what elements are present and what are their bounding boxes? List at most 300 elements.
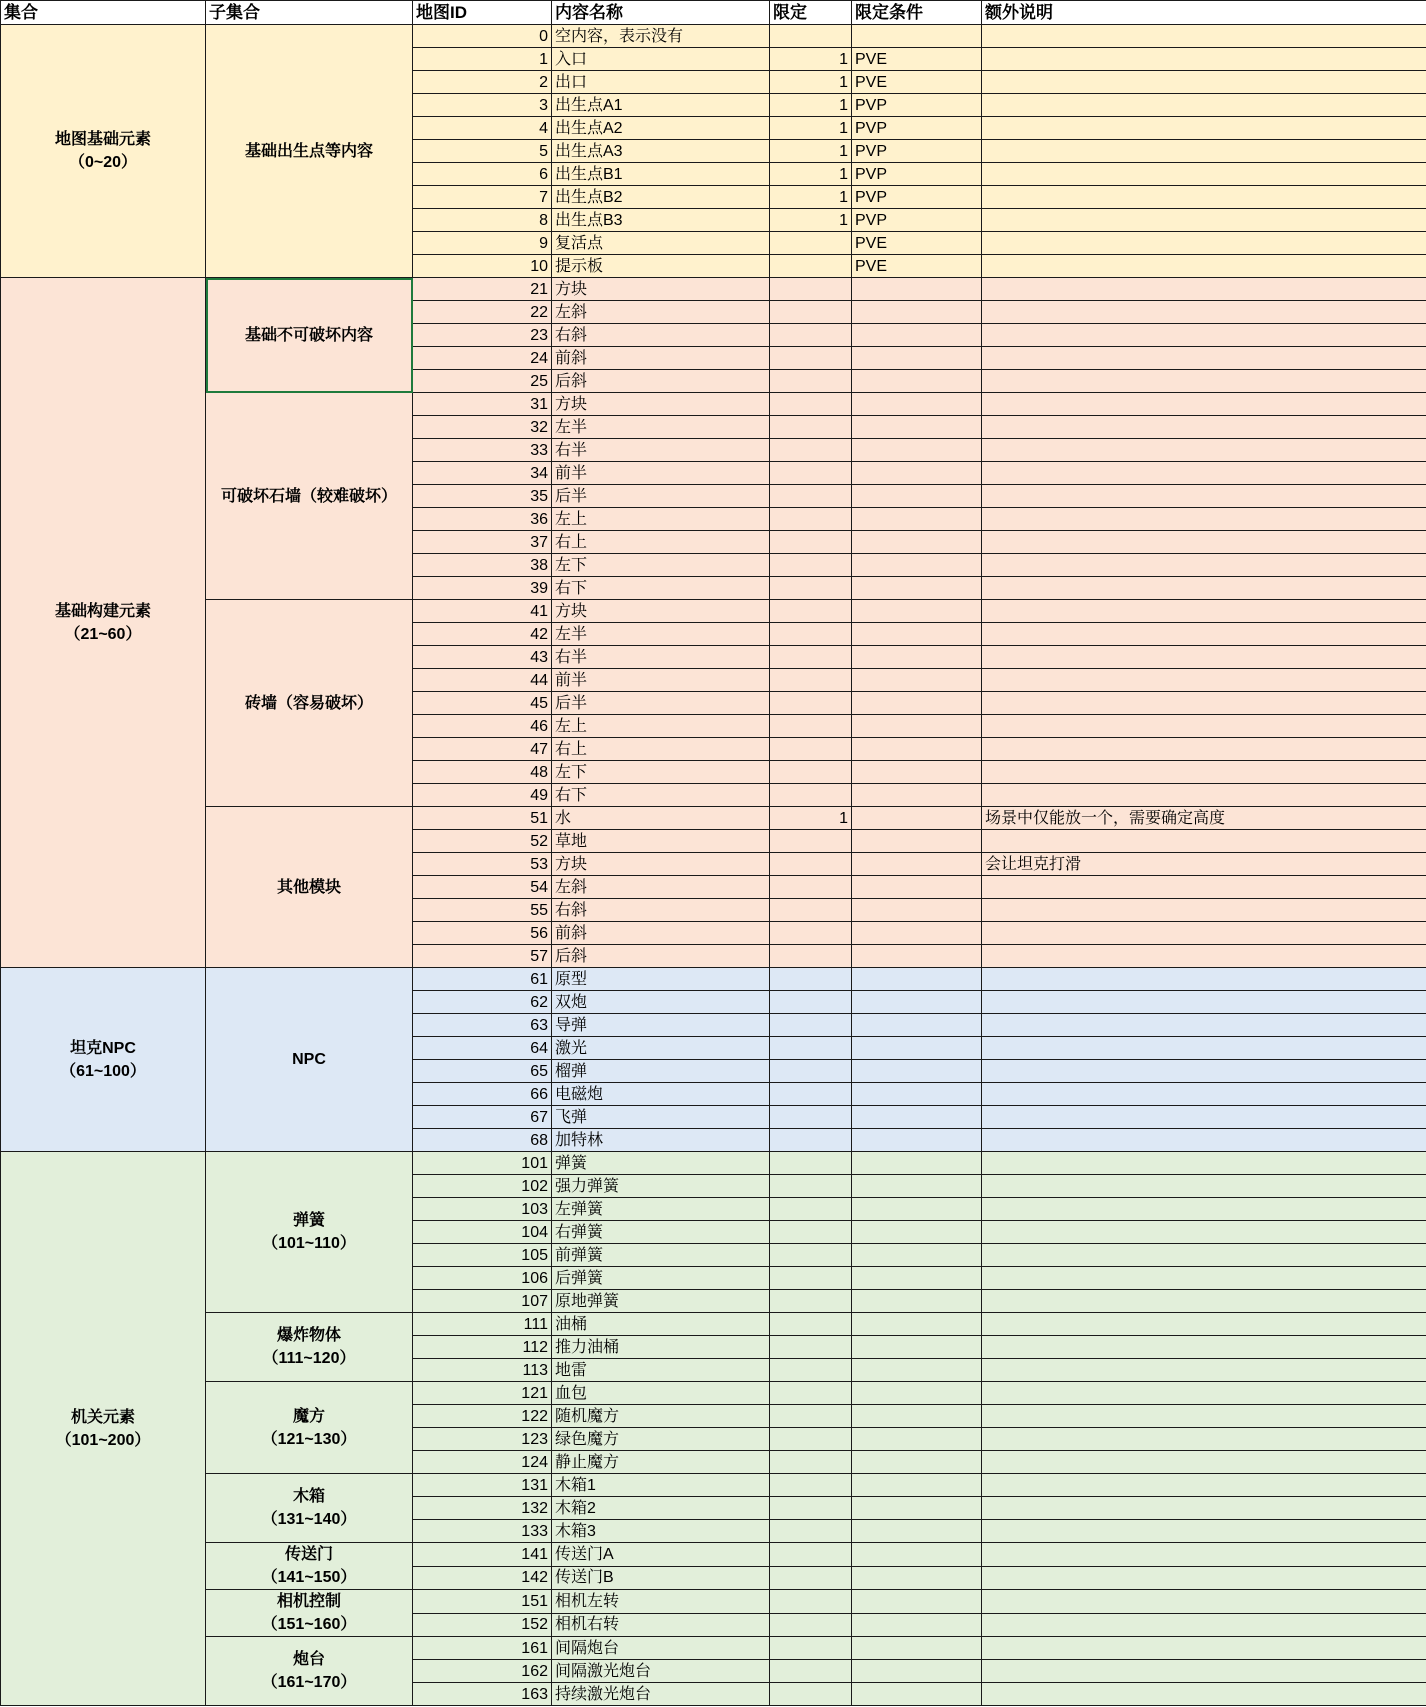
map-id-cell[interactable]: 42: [413, 623, 552, 646]
note-cell[interactable]: [982, 140, 1426, 163]
limit-cell[interactable]: [770, 1037, 852, 1060]
condition-cell[interactable]: [852, 1221, 982, 1244]
limit-cell[interactable]: [770, 1129, 852, 1152]
note-cell[interactable]: [982, 255, 1426, 278]
limit-cell[interactable]: [770, 738, 852, 761]
map-id-cell[interactable]: 56: [413, 922, 552, 945]
condition-cell[interactable]: [852, 1083, 982, 1106]
note-cell[interactable]: [982, 1566, 1426, 1590]
note-cell[interactable]: [982, 945, 1426, 968]
note-cell[interactable]: [982, 669, 1426, 692]
content-name-cell[interactable]: 持续激光炮台: [552, 1683, 770, 1706]
map-id-cell[interactable]: 44: [413, 669, 552, 692]
limit-cell[interactable]: [770, 577, 852, 600]
condition-cell[interactable]: [852, 1037, 982, 1060]
note-cell[interactable]: [982, 508, 1426, 531]
map-id-cell[interactable]: 131: [413, 1474, 552, 1497]
map-id-cell[interactable]: 3: [413, 94, 552, 117]
map-id-cell[interactable]: 104: [413, 1221, 552, 1244]
limit-cell[interactable]: [770, 784, 852, 807]
limit-cell[interactable]: [770, 922, 852, 945]
header-subset[interactable]: 子集合: [206, 1, 413, 25]
content-name-cell[interactable]: 出生点B3: [552, 209, 770, 232]
condition-cell[interactable]: [852, 968, 982, 991]
note-cell[interactable]: [982, 48, 1426, 71]
note-cell[interactable]: [982, 416, 1426, 439]
content-name-cell[interactable]: 间隔炮台: [552, 1637, 770, 1660]
content-name-cell[interactable]: 右下: [552, 577, 770, 600]
condition-cell[interactable]: [852, 692, 982, 715]
content-name-cell[interactable]: 前半: [552, 669, 770, 692]
condition-cell[interactable]: [852, 1683, 982, 1706]
map-id-cell[interactable]: 25: [413, 370, 552, 393]
content-name-cell[interactable]: 水: [552, 807, 770, 830]
map-id-cell[interactable]: 121: [413, 1382, 552, 1405]
condition-cell[interactable]: PVP: [852, 140, 982, 163]
limit-cell[interactable]: [770, 554, 852, 577]
note-cell[interactable]: [982, 439, 1426, 462]
note-cell[interactable]: [982, 485, 1426, 508]
note-cell[interactable]: [982, 1152, 1426, 1175]
group-cell[interactable]: 基础构建元素 （21~60）: [1, 278, 206, 968]
map-id-cell[interactable]: 123: [413, 1428, 552, 1451]
map-id-cell[interactable]: 37: [413, 531, 552, 554]
note-cell[interactable]: [982, 715, 1426, 738]
condition-cell[interactable]: PVE: [852, 232, 982, 255]
content-name-cell[interactable]: 入口: [552, 48, 770, 71]
condition-cell[interactable]: [852, 715, 982, 738]
map-id-cell[interactable]: 6: [413, 163, 552, 186]
limit-cell[interactable]: [770, 1198, 852, 1221]
content-name-cell[interactable]: 推力油桶: [552, 1336, 770, 1359]
note-cell[interactable]: [982, 554, 1426, 577]
subgroup-cell[interactable]: 传送门 （141~150）: [206, 1543, 413, 1590]
note-cell[interactable]: [982, 462, 1426, 485]
note-cell[interactable]: [982, 1106, 1426, 1129]
note-cell[interactable]: [982, 94, 1426, 117]
limit-cell[interactable]: 1: [770, 140, 852, 163]
condition-cell[interactable]: [852, 370, 982, 393]
limit-cell[interactable]: [770, 278, 852, 301]
condition-cell[interactable]: [852, 301, 982, 324]
limit-cell[interactable]: [770, 876, 852, 899]
map-id-cell[interactable]: 35: [413, 485, 552, 508]
content-name-cell[interactable]: 地雷: [552, 1359, 770, 1382]
note-cell[interactable]: [982, 738, 1426, 761]
condition-cell[interactable]: [852, 1290, 982, 1313]
content-name-cell[interactable]: 右斜: [552, 324, 770, 347]
limit-cell[interactable]: [770, 830, 852, 853]
limit-cell[interactable]: [770, 1313, 852, 1336]
map-id-cell[interactable]: 9: [413, 232, 552, 255]
note-cell[interactable]: [982, 830, 1426, 853]
condition-cell[interactable]: PVP: [852, 209, 982, 232]
note-cell[interactable]: [982, 1497, 1426, 1520]
note-cell[interactable]: [982, 1590, 1426, 1614]
limit-cell[interactable]: [770, 25, 852, 48]
map-id-cell[interactable]: 163: [413, 1683, 552, 1706]
condition-cell[interactable]: [852, 531, 982, 554]
map-id-cell[interactable]: 132: [413, 1497, 552, 1520]
limit-cell[interactable]: 1: [770, 186, 852, 209]
note-cell[interactable]: [982, 163, 1426, 186]
content-name-cell[interactable]: 绿色魔方: [552, 1428, 770, 1451]
condition-cell[interactable]: [852, 853, 982, 876]
content-name-cell[interactable]: 左半: [552, 623, 770, 646]
note-cell[interactable]: 会让坦克打滑: [982, 853, 1426, 876]
content-name-cell[interactable]: 左上: [552, 508, 770, 531]
limit-cell[interactable]: [770, 1474, 852, 1497]
note-cell[interactable]: [982, 1244, 1426, 1267]
note-cell[interactable]: [982, 1014, 1426, 1037]
condition-cell[interactable]: [852, 278, 982, 301]
limit-cell[interactable]: [770, 991, 852, 1014]
content-name-cell[interactable]: 出生点A1: [552, 94, 770, 117]
map-id-cell[interactable]: 133: [413, 1520, 552, 1543]
condition-cell[interactable]: [852, 991, 982, 1014]
note-cell[interactable]: [982, 761, 1426, 784]
map-id-cell[interactable]: 54: [413, 876, 552, 899]
content-name-cell[interactable]: 右半: [552, 439, 770, 462]
condition-cell[interactable]: [852, 1590, 982, 1614]
limit-cell[interactable]: 1: [770, 117, 852, 140]
condition-cell[interactable]: [852, 1267, 982, 1290]
map-id-cell[interactable]: 51: [413, 807, 552, 830]
content-name-cell[interactable]: 出生点B2: [552, 186, 770, 209]
content-name-cell[interactable]: 出生点B1: [552, 163, 770, 186]
limit-cell[interactable]: [770, 1221, 852, 1244]
note-cell[interactable]: [982, 1221, 1426, 1244]
condition-cell[interactable]: [852, 623, 982, 646]
map-id-cell[interactable]: 124: [413, 1451, 552, 1474]
map-id-cell[interactable]: 142: [413, 1566, 552, 1590]
map-id-cell[interactable]: 162: [413, 1660, 552, 1683]
note-cell[interactable]: [982, 991, 1426, 1014]
map-id-cell[interactable]: 61: [413, 968, 552, 991]
note-cell[interactable]: [982, 1683, 1426, 1706]
limit-cell[interactable]: [770, 1359, 852, 1382]
condition-cell[interactable]: PVE: [852, 48, 982, 71]
condition-cell[interactable]: [852, 393, 982, 416]
content-name-cell[interactable]: 右弹簧: [552, 1221, 770, 1244]
content-name-cell[interactable]: 导弹: [552, 1014, 770, 1037]
content-name-cell[interactable]: 飞弹: [552, 1106, 770, 1129]
map-id-cell[interactable]: 102: [413, 1175, 552, 1198]
note-cell[interactable]: [982, 393, 1426, 416]
content-name-cell[interactable]: 木箱3: [552, 1520, 770, 1543]
limit-cell[interactable]: [770, 1428, 852, 1451]
map-id-cell[interactable]: 161: [413, 1637, 552, 1660]
condition-cell[interactable]: [852, 485, 982, 508]
limit-cell[interactable]: [770, 1336, 852, 1359]
note-cell[interactable]: [982, 600, 1426, 623]
content-name-cell[interactable]: 左斜: [552, 301, 770, 324]
condition-cell[interactable]: PVP: [852, 163, 982, 186]
condition-cell[interactable]: [852, 577, 982, 600]
map-id-cell[interactable]: 0: [413, 25, 552, 48]
map-id-cell[interactable]: 107: [413, 1290, 552, 1313]
map-id-cell[interactable]: 47: [413, 738, 552, 761]
note-cell[interactable]: [982, 1267, 1426, 1290]
limit-cell[interactable]: [770, 485, 852, 508]
content-name-cell[interactable]: 方块: [552, 278, 770, 301]
map-id-cell[interactable]: 63: [413, 1014, 552, 1037]
content-name-cell[interactable]: 血包: [552, 1382, 770, 1405]
note-cell[interactable]: [982, 1129, 1426, 1152]
content-name-cell[interactable]: 前弹簧: [552, 1244, 770, 1267]
map-id-cell[interactable]: 141: [413, 1543, 552, 1567]
condition-cell[interactable]: [852, 1428, 982, 1451]
note-cell[interactable]: [982, 209, 1426, 232]
limit-cell[interactable]: [770, 968, 852, 991]
note-cell[interactable]: [982, 301, 1426, 324]
note-cell[interactable]: [982, 1637, 1426, 1660]
condition-cell[interactable]: [852, 1382, 982, 1405]
limit-cell[interactable]: [770, 1382, 852, 1405]
note-cell[interactable]: [982, 1083, 1426, 1106]
limit-cell[interactable]: [770, 531, 852, 554]
limit-cell[interactable]: [770, 324, 852, 347]
limit-cell[interactable]: [770, 1152, 852, 1175]
condition-cell[interactable]: [852, 1451, 982, 1474]
content-name-cell[interactable]: 右上: [552, 738, 770, 761]
note-cell[interactable]: [982, 1175, 1426, 1198]
note-cell[interactable]: [982, 1451, 1426, 1474]
limit-cell[interactable]: [770, 899, 852, 922]
map-id-cell[interactable]: 113: [413, 1359, 552, 1382]
limit-cell[interactable]: 1: [770, 94, 852, 117]
subgroup-cell[interactable]: 其他模块: [206, 807, 413, 968]
condition-cell[interactable]: PVE: [852, 255, 982, 278]
map-id-cell[interactable]: 24: [413, 347, 552, 370]
condition-cell[interactable]: [852, 1359, 982, 1382]
map-id-cell[interactable]: 105: [413, 1244, 552, 1267]
subgroup-cell[interactable]: 木箱 （131~140）: [206, 1474, 413, 1543]
content-name-cell[interactable]: 相机右转: [552, 1613, 770, 1637]
condition-cell[interactable]: [852, 738, 982, 761]
map-id-cell[interactable]: 65: [413, 1060, 552, 1083]
content-name-cell[interactable]: 前半: [552, 462, 770, 485]
subgroup-cell[interactable]: 炮台 （161~170）: [206, 1637, 413, 1706]
note-cell[interactable]: [982, 117, 1426, 140]
note-cell[interactable]: [982, 1405, 1426, 1428]
condition-cell[interactable]: [852, 462, 982, 485]
note-cell[interactable]: [982, 71, 1426, 94]
content-name-cell[interactable]: 电磁炮: [552, 1083, 770, 1106]
limit-cell[interactable]: [770, 1267, 852, 1290]
condition-cell[interactable]: [852, 807, 982, 830]
limit-cell[interactable]: [770, 439, 852, 462]
content-name-cell[interactable]: 静止魔方: [552, 1451, 770, 1474]
content-name-cell[interactable]: 左下: [552, 554, 770, 577]
condition-cell[interactable]: [852, 25, 982, 48]
group-cell[interactable]: 地图基础元素 （0~20）: [1, 25, 206, 278]
content-name-cell[interactable]: 后半: [552, 692, 770, 715]
content-name-cell[interactable]: 右下: [552, 784, 770, 807]
content-name-cell[interactable]: 相机左转: [552, 1590, 770, 1614]
condition-cell[interactable]: [852, 1313, 982, 1336]
note-cell[interactable]: [982, 1660, 1426, 1683]
condition-cell[interactable]: [852, 830, 982, 853]
note-cell[interactable]: [982, 531, 1426, 554]
content-name-cell[interactable]: 方块: [552, 600, 770, 623]
note-cell[interactable]: [982, 1543, 1426, 1567]
header-set[interactable]: 集合: [1, 1, 206, 25]
subgroup-cell[interactable]: 基础不可破坏内容: [206, 278, 413, 393]
content-name-cell[interactable]: 原型: [552, 968, 770, 991]
map-id-cell[interactable]: 32: [413, 416, 552, 439]
limit-cell[interactable]: [770, 1106, 852, 1129]
note-cell[interactable]: [982, 278, 1426, 301]
content-name-cell[interactable]: 后半: [552, 485, 770, 508]
group-cell[interactable]: 坦克NPC （61~100）: [1, 968, 206, 1152]
condition-cell[interactable]: [852, 1014, 982, 1037]
note-cell[interactable]: [982, 577, 1426, 600]
limit-cell[interactable]: [770, 600, 852, 623]
map-id-cell[interactable]: 151: [413, 1590, 552, 1614]
limit-cell[interactable]: 1: [770, 807, 852, 830]
subgroup-cell[interactable]: 基础出生点等内容: [206, 25, 413, 278]
note-cell[interactable]: [982, 1060, 1426, 1083]
content-name-cell[interactable]: 出生点A3: [552, 140, 770, 163]
subgroup-cell[interactable]: 弹簧 （101~110）: [206, 1152, 413, 1313]
content-name-cell[interactable]: 左斜: [552, 876, 770, 899]
condition-cell[interactable]: [852, 439, 982, 462]
limit-cell[interactable]: [770, 232, 852, 255]
content-name-cell[interactable]: 右斜: [552, 899, 770, 922]
condition-cell[interactable]: [852, 416, 982, 439]
condition-cell[interactable]: [852, 1336, 982, 1359]
note-cell[interactable]: [982, 623, 1426, 646]
map-id-cell[interactable]: 152: [413, 1613, 552, 1637]
limit-cell[interactable]: 1: [770, 209, 852, 232]
map-id-cell[interactable]: 55: [413, 899, 552, 922]
map-id-cell[interactable]: 8: [413, 209, 552, 232]
condition-cell[interactable]: [852, 1497, 982, 1520]
map-id-cell[interactable]: 46: [413, 715, 552, 738]
subgroup-cell[interactable]: 相机控制 （151~160）: [206, 1590, 413, 1637]
limit-cell[interactable]: [770, 1543, 852, 1567]
note-cell[interactable]: [982, 1428, 1426, 1451]
limit-cell[interactable]: [770, 1566, 852, 1590]
note-cell[interactable]: [982, 922, 1426, 945]
limit-cell[interactable]: [770, 761, 852, 784]
note-cell[interactable]: [982, 186, 1426, 209]
map-id-cell[interactable]: 111: [413, 1313, 552, 1336]
content-name-cell[interactable]: 左下: [552, 761, 770, 784]
map-id-cell[interactable]: 53: [413, 853, 552, 876]
content-name-cell[interactable]: 后斜: [552, 370, 770, 393]
note-cell[interactable]: [982, 1520, 1426, 1543]
map-id-cell[interactable]: 68: [413, 1129, 552, 1152]
content-name-cell[interactable]: 右半: [552, 646, 770, 669]
limit-cell[interactable]: 1: [770, 163, 852, 186]
content-name-cell[interactable]: 随机魔方: [552, 1405, 770, 1428]
limit-cell[interactable]: [770, 255, 852, 278]
content-name-cell[interactable]: 木箱2: [552, 1497, 770, 1520]
map-id-cell[interactable]: 41: [413, 600, 552, 623]
limit-cell[interactable]: [770, 1613, 852, 1637]
map-id-cell[interactable]: 48: [413, 761, 552, 784]
map-id-cell[interactable]: 22: [413, 301, 552, 324]
content-name-cell[interactable]: 方块: [552, 853, 770, 876]
limit-cell[interactable]: [770, 853, 852, 876]
limit-cell[interactable]: [770, 1014, 852, 1037]
map-id-cell[interactable]: 64: [413, 1037, 552, 1060]
condition-cell[interactable]: PVP: [852, 94, 982, 117]
note-cell[interactable]: [982, 370, 1426, 393]
limit-cell[interactable]: [770, 347, 852, 370]
limit-cell[interactable]: [770, 1405, 852, 1428]
content-name-cell[interactable]: 油桶: [552, 1313, 770, 1336]
note-cell[interactable]: [982, 1613, 1426, 1637]
header-condition[interactable]: 限定条件: [852, 1, 982, 25]
map-id-cell[interactable]: 43: [413, 646, 552, 669]
note-cell[interactable]: [982, 25, 1426, 48]
limit-cell[interactable]: [770, 462, 852, 485]
condition-cell[interactable]: [852, 646, 982, 669]
map-id-cell[interactable]: 49: [413, 784, 552, 807]
subgroup-cell[interactable]: 爆炸物体 （111~120）: [206, 1313, 413, 1382]
content-name-cell[interactable]: 木箱1: [552, 1474, 770, 1497]
condition-cell[interactable]: [852, 1405, 982, 1428]
map-id-cell[interactable]: 45: [413, 692, 552, 715]
limit-cell[interactable]: [770, 623, 852, 646]
limit-cell[interactable]: [770, 646, 852, 669]
content-name-cell[interactable]: 榴弹: [552, 1060, 770, 1083]
note-cell[interactable]: [982, 324, 1426, 347]
limit-cell[interactable]: [770, 1660, 852, 1683]
condition-cell[interactable]: [852, 347, 982, 370]
condition-cell[interactable]: [852, 1198, 982, 1221]
map-id-cell[interactable]: 52: [413, 830, 552, 853]
content-name-cell[interactable]: 方块: [552, 393, 770, 416]
map-id-cell[interactable]: 122: [413, 1405, 552, 1428]
limit-cell[interactable]: [770, 1060, 852, 1083]
map-id-cell[interactable]: 31: [413, 393, 552, 416]
map-id-cell[interactable]: 57: [413, 945, 552, 968]
note-cell[interactable]: [982, 347, 1426, 370]
condition-cell[interactable]: [852, 1175, 982, 1198]
note-cell[interactable]: [982, 1290, 1426, 1313]
limit-cell[interactable]: [770, 715, 852, 738]
note-cell[interactable]: [982, 876, 1426, 899]
limit-cell[interactable]: [770, 508, 852, 531]
note-cell[interactable]: [982, 1474, 1426, 1497]
map-id-cell[interactable]: 5: [413, 140, 552, 163]
map-id-cell[interactable]: 10: [413, 255, 552, 278]
map-id-cell[interactable]: 34: [413, 462, 552, 485]
condition-cell[interactable]: [852, 899, 982, 922]
content-name-cell[interactable]: 前斜: [552, 922, 770, 945]
content-name-cell[interactable]: 出口: [552, 71, 770, 94]
content-name-cell[interactable]: 右上: [552, 531, 770, 554]
condition-cell[interactable]: [852, 508, 982, 531]
note-cell[interactable]: [982, 646, 1426, 669]
limit-cell[interactable]: [770, 1244, 852, 1267]
content-name-cell[interactable]: 复活点: [552, 232, 770, 255]
content-name-cell[interactable]: 草地: [552, 830, 770, 853]
content-name-cell[interactable]: 后弹簧: [552, 1267, 770, 1290]
note-cell[interactable]: [982, 1037, 1426, 1060]
limit-cell[interactable]: [770, 370, 852, 393]
content-name-cell[interactable]: 提示板: [552, 255, 770, 278]
map-id-cell[interactable]: 62: [413, 991, 552, 1014]
header-limit[interactable]: 限定: [770, 1, 852, 25]
map-id-cell[interactable]: 67: [413, 1106, 552, 1129]
condition-cell[interactable]: [852, 1060, 982, 1083]
content-name-cell[interactable]: 左上: [552, 715, 770, 738]
